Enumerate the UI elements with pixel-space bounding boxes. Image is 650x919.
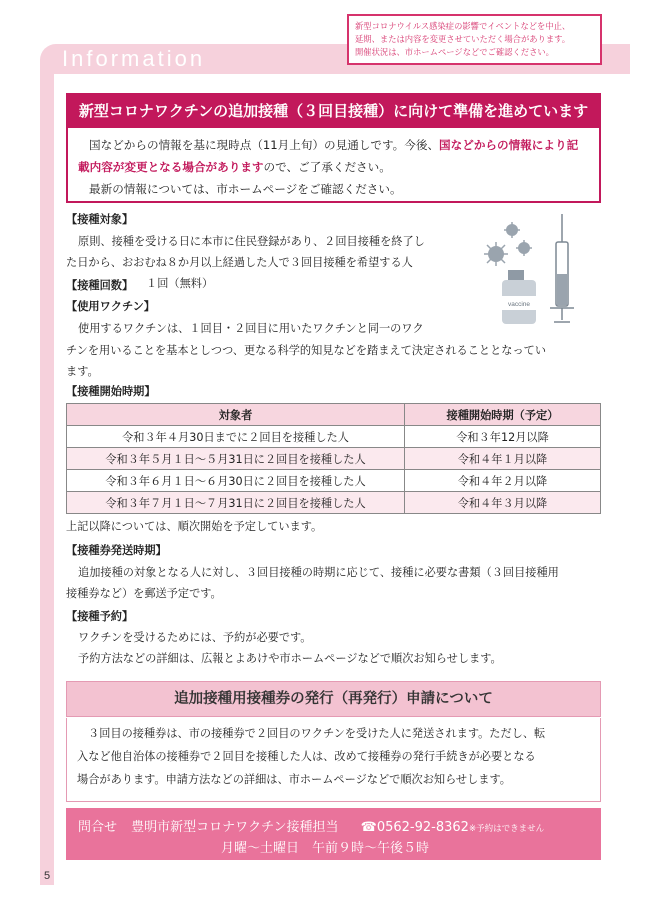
table-cell: 令和３年７月１日～７月31日に２回目を接種した人 bbox=[67, 492, 405, 514]
table-cell: 令和３年６月１日～６月30日に２回目を接種した人 bbox=[67, 470, 405, 492]
reissue-line: 場合があります。申請方法などの詳細は、市ホームページなどで順次お知らせします。 bbox=[77, 773, 511, 786]
table-row bbox=[67, 448, 601, 470]
booster-prep-title: 新型コロナワクチンの追加接種（３回目接種）に向けて準備を進めています bbox=[68, 95, 599, 128]
vaccine-illustration bbox=[482, 212, 592, 332]
target-label: 【接種対象】 bbox=[66, 213, 134, 226]
table-header: 対象者 bbox=[67, 404, 405, 426]
contact-label: 問合せ bbox=[78, 820, 118, 835]
table-row bbox=[67, 470, 601, 492]
table-cell: 令和４年３月以降 bbox=[405, 492, 601, 514]
count-value: １回（無料） bbox=[146, 277, 214, 290]
notice-line: 新型コロナウイルス感染症の影響でイベントなどを中止、 bbox=[355, 21, 571, 31]
reservation-label: 【接種予約】 bbox=[66, 610, 134, 623]
phone-note: ※予約はできません bbox=[468, 824, 545, 834]
ticket-line: 接種券など）を郵送予定です。 bbox=[66, 587, 222, 600]
table-row bbox=[67, 492, 601, 514]
intro-paragraph: 国などからの情報を基に現時点（11月上旬）の見通しです。今後、国などからの情報により記 載内容が変更となる場合がありますので、ご了承ください。 bbox=[78, 138, 579, 174]
event-notice-box bbox=[347, 14, 602, 65]
booster-prep-section bbox=[66, 93, 601, 203]
virus-icon bbox=[484, 222, 532, 266]
vaccine-line: チンを用いることを基本としつつ、更なる科学的知見などを踏まえて決定されることとなってい bbox=[66, 344, 547, 357]
syringe-icon bbox=[550, 214, 574, 322]
vaccine-label: 【使用ワクチン】 bbox=[66, 300, 155, 313]
contact-phone[interactable]: ☎0562-92-8362 bbox=[360, 820, 469, 835]
target-line: 原則、接種を受ける日に本市に住民登録があり、２回目接種を終了し bbox=[78, 235, 425, 248]
reissue-line: 入など他自治体の接種券で２回目を接種した人は、改めて接種券の発行手続きが必要となる bbox=[77, 750, 536, 763]
notice-line: 開催状況は、市ホームページなどでご確認ください。 bbox=[355, 47, 554, 57]
ticket-line: 追加接種の対象となる人に対し、３回目接種の時期に応じて、接種に必要な書類（３回目接種用 bbox=[78, 566, 559, 579]
schedule-label: 【接種開始時期】 bbox=[66, 385, 156, 398]
vaccine-line: ます。 bbox=[66, 365, 99, 378]
vaccine-line: 使用するワクチンは、１回目・２回目に用いたワクチンと同一のワク bbox=[78, 322, 424, 335]
highlight-text: 載内容が変更となる場合があります bbox=[78, 160, 264, 174]
left-rail-decoration bbox=[40, 70, 54, 885]
table-cell: 令和４年１月以降 bbox=[405, 448, 601, 470]
schedule-table bbox=[66, 403, 601, 514]
ticket-label: 【接種券発送時期】 bbox=[66, 544, 167, 557]
contact-bar bbox=[66, 808, 601, 860]
vial-label: vaccine bbox=[507, 301, 531, 308]
section-title: Information bbox=[62, 46, 206, 71]
reissue-title: 追加接種用接種券の発行（再発行）申請について bbox=[66, 681, 601, 717]
highlight-text: 国などからの情報により記 bbox=[439, 138, 579, 152]
contact-department: 豊明市新型コロナワクチン接種担当 bbox=[131, 820, 339, 835]
contact-hours: 月曜～土曜日 午前９時～午後５時 bbox=[221, 841, 430, 856]
notice-line: 延期、または内容を変更させていただく場合があります。 bbox=[355, 34, 571, 44]
table-cell: 令和３年12月以降 bbox=[405, 426, 601, 448]
latest-info-paragraph: 最新の情報については、市ホームページをご確認ください。 bbox=[89, 182, 402, 196]
vial-icon bbox=[502, 270, 536, 324]
table-cell: 令和４年２月以降 bbox=[405, 470, 601, 492]
schedule-note: 上記以降については、順次開始を予定しています。 bbox=[66, 520, 323, 533]
target-line: た日から、おおむね８か月以上経過した人で３回目接種を希望する人 bbox=[66, 256, 413, 269]
booster-prep-body bbox=[68, 128, 599, 200]
reservation-line: 予約方法などの詳細は、広報とよあけや市ホームページなどで順次お知らせします。 bbox=[78, 652, 502, 665]
table-row bbox=[67, 426, 601, 448]
reissue-body bbox=[66, 718, 601, 802]
table-cell: 令和３年５月１日～５月31日に２回目を接種した人 bbox=[67, 448, 405, 470]
reissue-line: ３回目の接種券は、市の接種券で２回目のワクチンを受けた人に発送されます。ただし、転 bbox=[88, 727, 546, 740]
table-cell: 令和３年４月30日までに２回目を接種した人 bbox=[67, 426, 405, 448]
count-label: 【接種回数】 bbox=[66, 279, 134, 292]
reservation-line: ワクチンを受けるためには、予約が必要です。 bbox=[78, 631, 312, 644]
table-header: 接種開始時期（予定） bbox=[405, 404, 601, 426]
page-number: 5 bbox=[44, 870, 51, 882]
